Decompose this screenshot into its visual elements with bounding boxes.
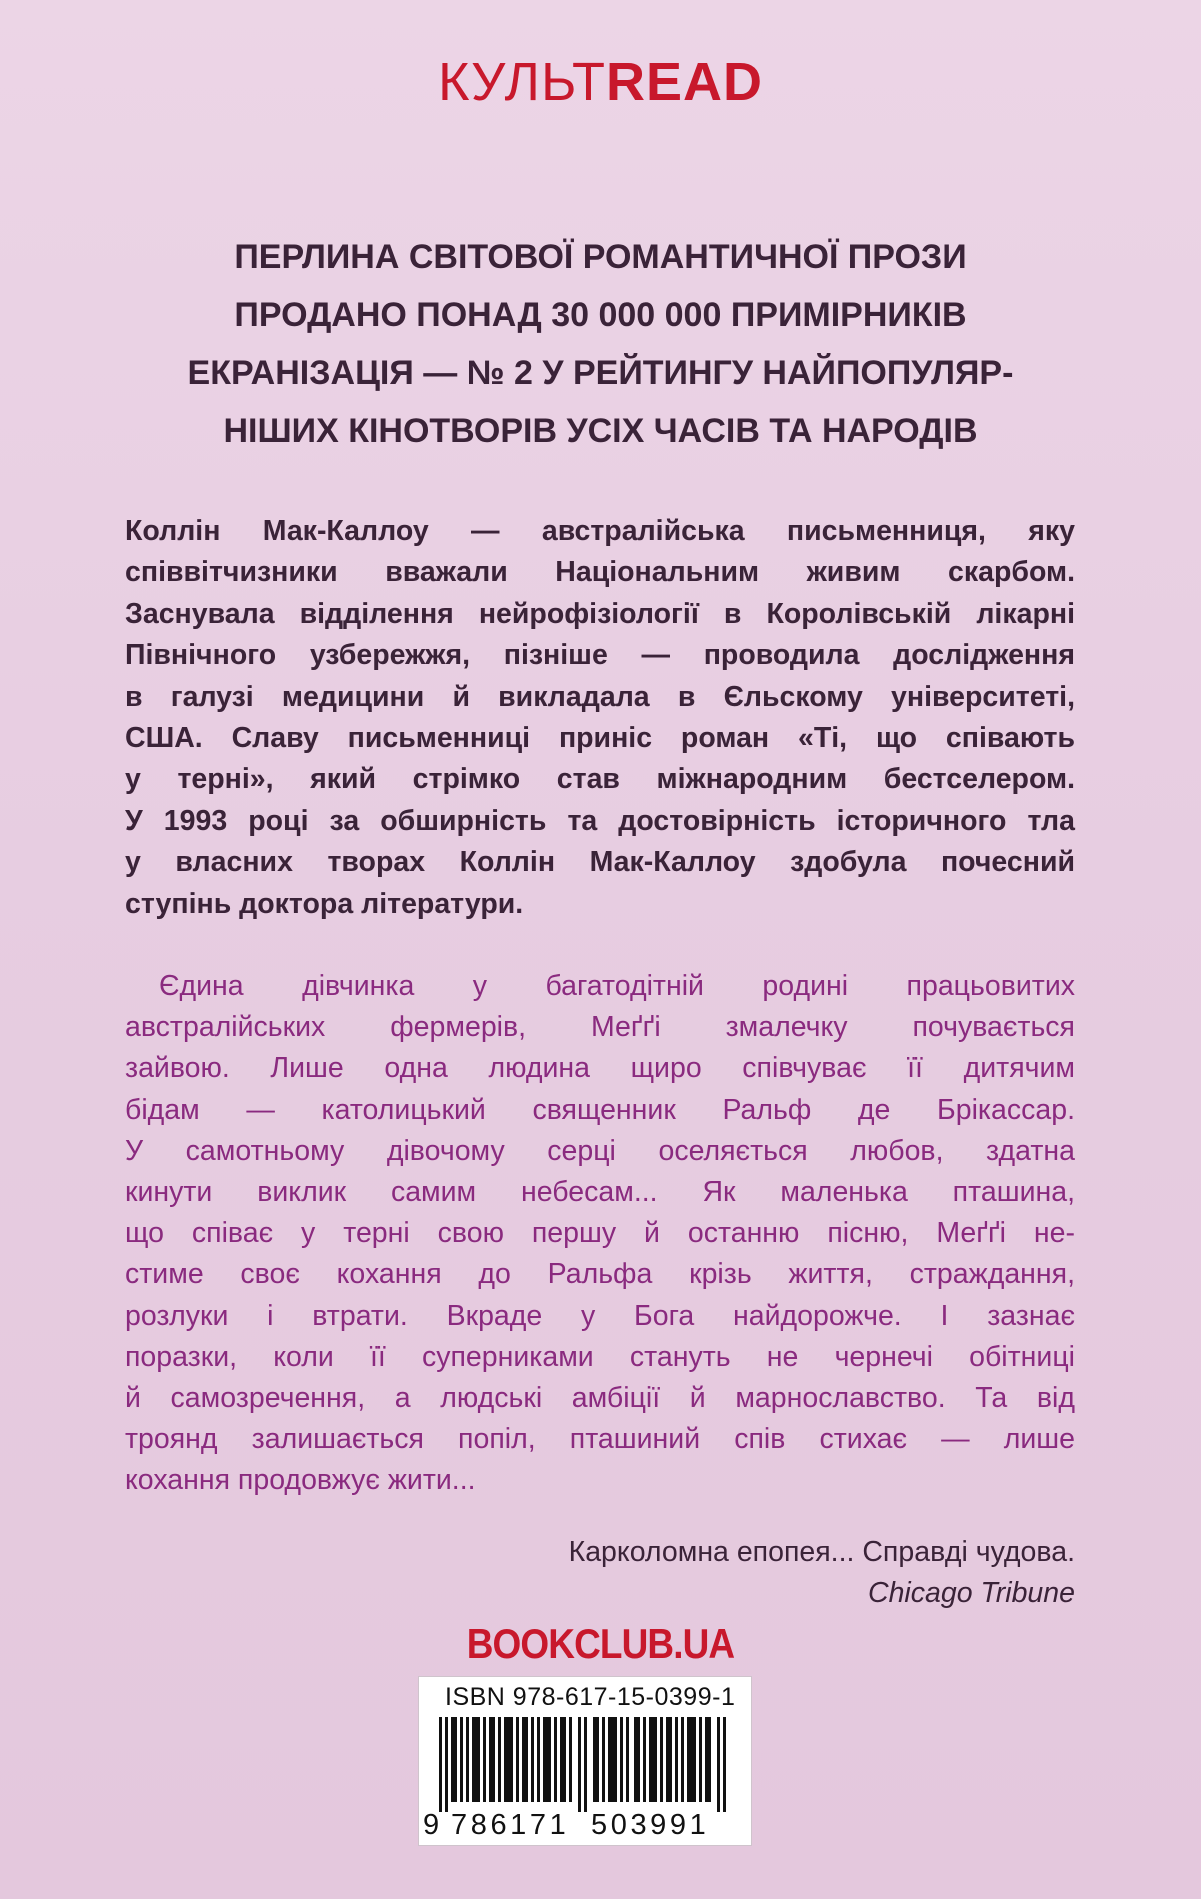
headline-3: ЕКРАНІЗАЦІЯ — № 2 У РЕЙТИНГУ НАЙПОПУЛЯР- xyxy=(187,354,1014,392)
bio-line: У 1993 році за обширність та достовірність історичного тла xyxy=(125,804,1075,837)
barcode-digits-group-1: 786171 xyxy=(451,1809,570,1841)
bio-line: ступінь доктора літератури. xyxy=(125,887,524,920)
bio-line: Північного узбережжя, пізніше — проводила дослідження xyxy=(125,639,1075,672)
bio-line: США. Славу письменниці приніс роман «Ті, що співають xyxy=(125,722,1075,755)
barcode-digits-group-2: 503991 xyxy=(591,1809,710,1841)
isbn-barcode xyxy=(418,1676,752,1846)
bio-line: Заснувала відділення нейрофізіології в Королівській лікарні xyxy=(125,597,1075,630)
synopsis-line: бідам — католицький священник Ральф де Брікассар. xyxy=(125,1093,1075,1126)
isbn-label: ISBN 978-617-15-0399-1 xyxy=(445,1683,736,1711)
barcode-digit-first: 9 xyxy=(423,1809,440,1841)
headline-2: ПРОДАНО ПОНАД 30 000 000 ПРИМІРНИКІВ xyxy=(234,296,967,334)
synopsis-line: Єдина дівчинка у багатодітній родині працьовитих xyxy=(159,970,1075,1002)
bio-line: у терні», який стрімко став міжнародним бестселером. xyxy=(125,763,1075,796)
logo-part-read: READ xyxy=(606,52,764,112)
synopsis-line: й самозречення, а людські амбіції й марнославство. Та від xyxy=(125,1382,1075,1415)
synopsis-line: поразки, коли її суперниками стануть не чернечі обітниці xyxy=(125,1340,1075,1373)
synopsis-line: кинути виклик самим небесам... Як маленька пташина, xyxy=(125,1176,1075,1209)
synopsis-line: розлуки і втрати. Вкраде у Бога найдорожче. І зазнає xyxy=(125,1299,1075,1332)
synopsis-line: австралійських фермерів, Меґґі змалечку почувається xyxy=(125,1011,1075,1044)
headlines-block xyxy=(120,228,1081,460)
headline-4: НІШИХ КІНОТВОРІВ УСІХ ЧАСІВ ТА НАРОДІВ xyxy=(223,412,978,450)
bio-line: співвітчизники вважали Національним живим скарбом. xyxy=(125,556,1075,589)
barcode-bars-icon xyxy=(439,1717,729,1812)
synopsis-line: кохання продовжує жити... xyxy=(125,1464,476,1497)
bio-line: в галузі медицини й викладала в Єльскому університеті, xyxy=(125,680,1075,713)
quote-text: Карколомна епопея... Справді чудова. xyxy=(568,1536,1075,1568)
publisher-series-logo xyxy=(0,52,1201,112)
quote-source: Chicago Tribune xyxy=(867,1577,1075,1609)
bio-line: Коллін Мак-Каллоу — австралійська письменниця, яку xyxy=(125,515,1075,547)
synopsis-line: що співає у терні свою першу й останню пісню, Меґґі не- xyxy=(125,1217,1075,1250)
bio-line: у власних творах Коллін Мак-Каллоу здобула почесний xyxy=(125,846,1075,879)
book-synopsis xyxy=(125,966,1075,1502)
author-bio xyxy=(125,511,1075,925)
synopsis-line: стиме своє кохання до Ральфа крізь життя, страждання, xyxy=(125,1258,1075,1291)
press-quote xyxy=(569,1532,1075,1614)
logo-part-kult: КУЛЬТ xyxy=(437,52,606,112)
synopsis-line: зайвою. Лише одна людина щиро співчуває її дитячим xyxy=(125,1052,1075,1085)
synopsis-line: У самотньому дівочому серці оселяється любов, здатна xyxy=(125,1134,1075,1167)
publisher-website: BOOKCLUB.UA xyxy=(466,1620,735,1667)
headline-1: ПЕРЛИНА СВІТОВОЇ РОМАНТИЧНОЇ ПРОЗИ xyxy=(234,238,967,276)
synopsis-line: троянд залишається попіл, пташиний спів стихає — лише xyxy=(125,1423,1075,1456)
